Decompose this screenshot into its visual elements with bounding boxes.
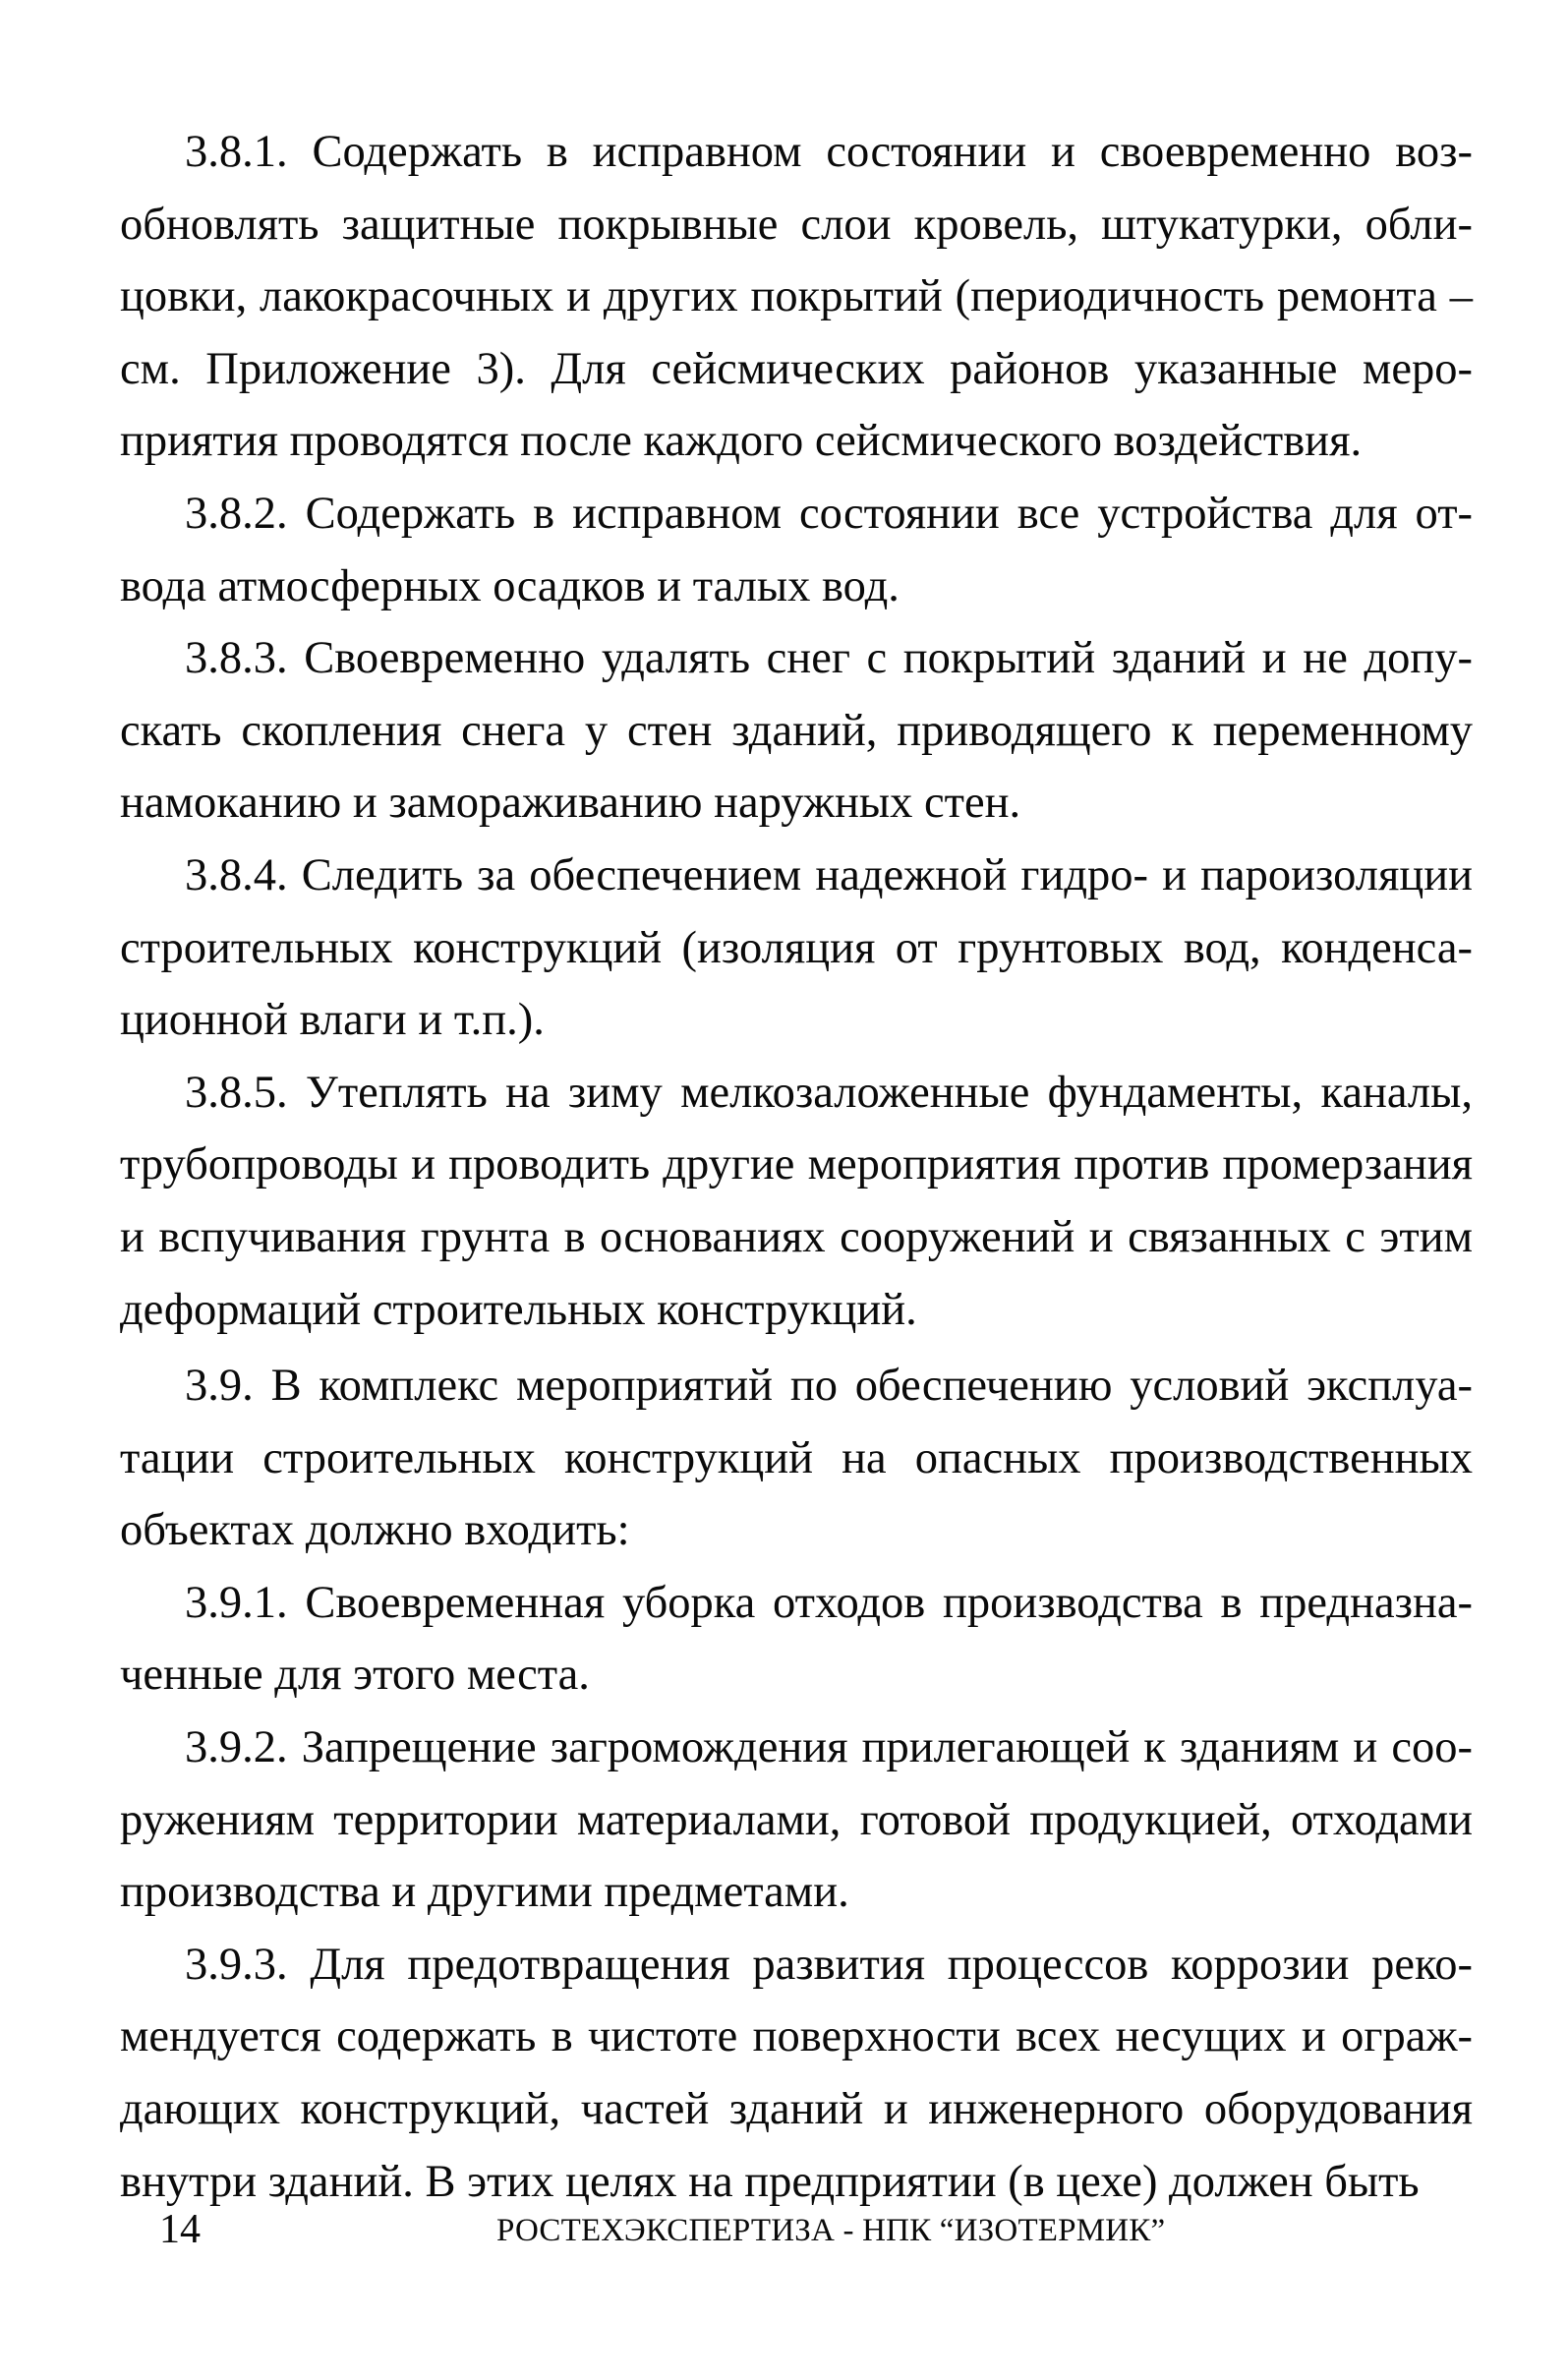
page-number: 14 bbox=[159, 2207, 201, 2252]
clause-number: 3.9. bbox=[185, 1361, 254, 1412]
footer-organization: РОСТЕХЭКСПЕРТИЗА - НПК “ИЗОТЕРМИК” bbox=[496, 2213, 1166, 2248]
paragraph-3-8-5 bbox=[120, 1057, 1473, 1346]
clause-text: В комплекс мероприятий по обеспечению условий эксплуатации строительных конструкций на опасных производственных объектах должно входить: bbox=[120, 1361, 1473, 1556]
clause-text: Для предотвращения развития процессов коррозии рекомендуется содержать в чистоте поверхности всех несущих и ограждающих конструкций, частей зданий и инженерного оборудования внутри зданий. В этих целях на предприятии (в цехе) должен быть bbox=[120, 1939, 1474, 2207]
clause-text: Утеплять на зиму мелкозаложенные фундаменты, каналы, трубопроводы и проводить другие мероприятия против промерзания и вспучивания грунта в основаниях сооружений и связанных с этим деформаций строительных конструкций. bbox=[120, 1067, 1473, 1335]
clause-number: 3.8.4. bbox=[185, 849, 288, 900]
clause-text: Своевременно удалять снег с покрытий зданий и не допускать скопления снега у стен зданий, приводящего к переменному намоканию и замораживанию наружных стен. bbox=[120, 633, 1473, 829]
clause-number: 3.8.2. bbox=[185, 488, 288, 539]
clause-number: 3.8.1. bbox=[185, 127, 288, 177]
clause-number: 3.9.1. bbox=[185, 1577, 288, 1628]
page-footer bbox=[0, 2207, 1568, 2252]
paragraph-3-9-2 bbox=[120, 1712, 1473, 1929]
paragraph-3-8-3 bbox=[120, 622, 1473, 840]
clause-text: Следить за обеспечением надежной гидро- и пароизоляции строительных конструкций (изоляция от грунтовых вод, конденсационной влаги и т.п.). bbox=[120, 849, 1473, 1046]
paragraph-3-9-1 bbox=[120, 1567, 1473, 1712]
paragraph-3-8-1 bbox=[120, 116, 1473, 478]
paragraph-3-8-2 bbox=[120, 478, 1473, 622]
clause-text: Содержать в исправном состоянии все устройства для отвода атмосферных осадков и талых вод. bbox=[120, 488, 1474, 611]
clause-text: Запрещение загромождения прилегающей к зданиям и сооружениям территории материалами, готовой продукцией, отходами производства и другими предметами. bbox=[120, 1722, 1474, 1918]
paragraph-3-9 bbox=[120, 1350, 1473, 1567]
paragraph-3-8-4 bbox=[120, 840, 1473, 1057]
clause-number: 3.8.3. bbox=[185, 633, 288, 684]
clause-text: Своевременная уборка отходов производства в предназначенные для этого места. bbox=[120, 1577, 1474, 1701]
clause-number: 3.9.2. bbox=[185, 1722, 288, 1773]
clause-number: 3.8.5. bbox=[185, 1067, 288, 1118]
clause-number: 3.9.3. bbox=[185, 1939, 288, 1990]
paragraph-3-9-3 bbox=[120, 1929, 1473, 2218]
document-body bbox=[120, 116, 1473, 2218]
clause-text: Содержать в исправном состоянии и своевременно возобновлять защитные покрывные слои кровель, штукатурки, облицовки, лакокрасочных и других покрытий (периодичность ремонта – см. Приложение 3). Для сейсмических районов указанные мероприятия проводятся после каждого сейсмического воздействия. bbox=[120, 127, 1474, 467]
